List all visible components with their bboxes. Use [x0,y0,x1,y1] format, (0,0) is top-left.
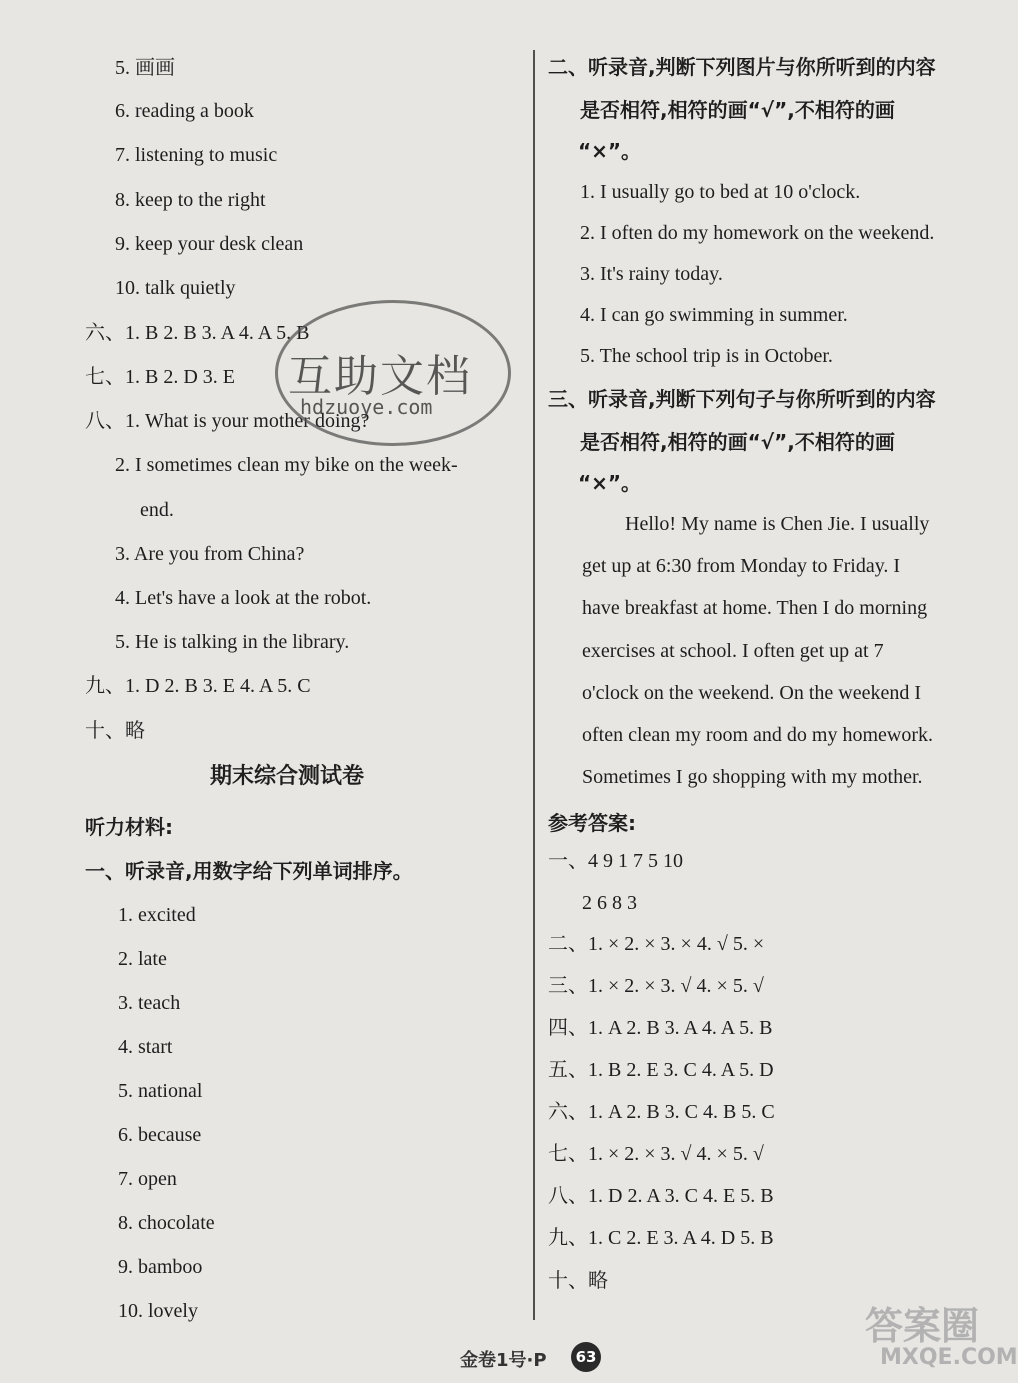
section-8-item-4: 4. Let's have a look at the robot. [115,587,372,609]
passage-line-1: Hello! My name is Chen Jie. I usually [625,513,930,535]
passage-line-7: Sometimes I go shopping with my mother. [582,766,923,788]
word-3: 3. teach [118,992,181,1014]
question-2-heading-line-2: 是否相符,相符的画“√”,不相符的画 [580,98,895,122]
q2-item-4: 4. I can go swimming in summer. [580,304,848,326]
section-8-item-5: 5. He is talking in the library. [115,631,350,653]
section-8-item-2-cont: end. [140,499,174,521]
stamp-text: 互助文档 [288,351,472,402]
section-9-answers: 九、1. D 2. B 3. E 4. A 5. C [85,675,311,697]
watermark-url: MXQE.COM [880,1345,1018,1370]
word-1: 1. excited [118,904,196,926]
question-3-heading-line-2: 是否相符,相符的画“√”,不相符的画 [580,430,895,454]
answer-6: 六、1. A 2. B 3. C 4. B 5. C [548,1101,775,1123]
q2-item-5: 5. The school trip is in October. [580,345,833,367]
column-divider [533,50,535,1320]
section-7-answers: 七、1. B 2. D 3. E [85,366,235,388]
word-4: 4. start [118,1036,173,1058]
page-number: 63 [571,1342,601,1372]
answer-5: 五、1. B 2. E 3. C 4. A 5. D [548,1059,774,1081]
answer-9: 九、1. C 2. E 3. A 4. D 5. B [548,1227,774,1249]
section-8-item-2: 2. I sometimes clean my bike on the week- [115,454,458,476]
answer-1-line-2: 2 6 8 3 [582,892,637,914]
footer-label: 金卷1号·P [460,1350,547,1371]
listening-heading: 听力材料: [85,815,173,839]
word-6: 6. because [118,1124,202,1146]
answer-4: 四、1. A 2. B 3. A 4. A 5. B [548,1017,773,1039]
question-2-heading-line-3: “×”。 [578,139,642,163]
stamp-url: hdzuoye.com [300,395,433,419]
item-10: 10. talk quietly [115,277,236,299]
item-7: 7. listening to music [115,144,278,166]
word-9: 9. bamboo [118,1256,203,1278]
item-6: 6. reading a book [115,100,254,122]
word-2: 2. late [118,948,167,970]
question-3-heading-line-3: “×”。 [578,471,642,495]
answer-10: 十、略 [548,1270,608,1292]
passage-line-3: have breakfast at home. Then I do morning [582,597,928,619]
watermark-logo: 答案圈 [865,1304,980,1348]
item-5: 5. 画画 [115,57,175,79]
answer-2: 二、1. × 2. × 3. × 4. √ 5. × [548,933,765,955]
answer-key-heading: 参考答案: [548,811,636,835]
word-5: 5. national [118,1080,203,1102]
section-10-answers: 十、略 [85,720,145,742]
section-8-item-1: 八、1. What is your mother doing? [85,410,370,432]
item-8: 8. keep to the right [115,189,266,211]
question-3-heading-line-1: 三、听录音,判断下列句子与你所听到的内容 [548,387,936,411]
passage-line-4: exercises at school. I often get up at 7 [582,640,884,662]
section-8-item-3: 3. Are you from China? [115,543,305,565]
q2-item-3: 3. It's rainy today. [580,263,723,285]
answer-7: 七、1. × 2. × 3. √ 4. × 5. √ [548,1143,764,1165]
answer-8: 八、1. D 2. A 3. C 4. E 5. B [548,1185,774,1207]
word-8: 8. chocolate [118,1212,215,1234]
section-6-answers: 六、1. B 2. B 3. A 4. A 5. B [85,322,310,344]
word-10: 10. lovely [118,1300,198,1322]
answer-1-line-1: 一、4 9 1 7 5 10 [548,850,683,872]
question-2-heading-line-1: 二、听录音,判断下列图片与你所听到的内容 [548,55,936,79]
passage-line-6: often clean my room and do my homework. [582,724,934,746]
item-9: 9. keep your desk clean [115,233,304,255]
q2-item-2: 2. I often do my homework on the weekend. [580,222,935,244]
question-1-heading: 一、听录音,用数字给下列单词排序。 [85,859,413,883]
exam-title: 期末综合测试卷 [210,764,365,789]
passage-line-2: get up at 6:30 from Monday to Friday. I [582,555,901,577]
q2-item-1: 1. I usually go to bed at 10 o'clock. [580,181,861,203]
word-7: 7. open [118,1168,177,1190]
answer-3: 三、1. × 2. × 3. √ 4. × 5. √ [548,975,764,997]
passage-line-5: o'clock on the weekend. On the weekend I [582,682,922,704]
